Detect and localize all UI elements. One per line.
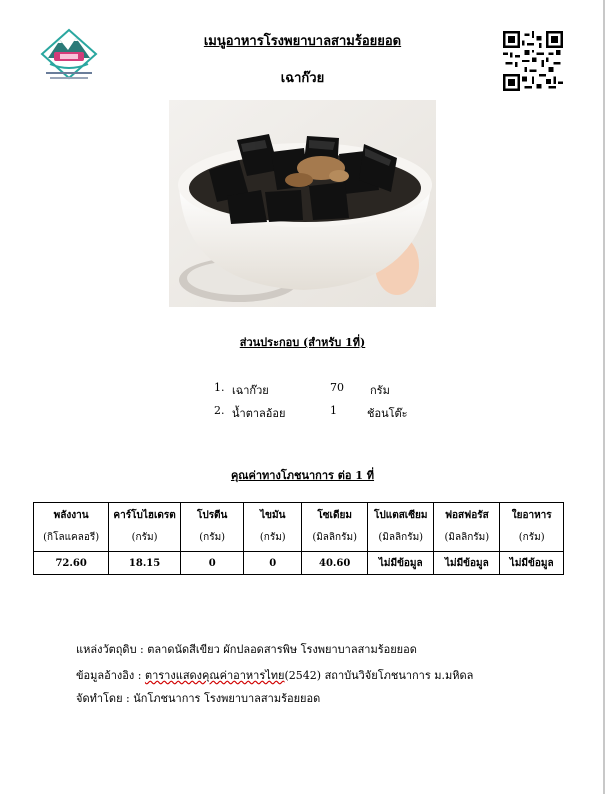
ingredients-heading: ส่วนประกอบ (สำหรับ 1ที่) <box>239 336 366 349</box>
value-energy: 72.60 <box>34 552 109 575</box>
ingredient-qty: 1 <box>330 404 337 417</box>
reference-label: ข้อมูลอ้างอิง : <box>76 669 145 682</box>
ingredient-number: 2. <box>214 404 225 417</box>
value-fiber: ไม่มีข้อมูล <box>500 552 564 575</box>
source-line <box>76 640 417 658</box>
author-value: นักโภชนาการ โรงพยาบาลสามร้อยยอด <box>133 692 321 705</box>
source-value: ตลาดนัดสีเขียว ผักปลอดสารพิษ โรงพยาบาลสามร้อยยอด <box>147 643 417 656</box>
ingredient-unit: กรัม <box>370 384 390 397</box>
value-protein: 0 <box>180 552 244 575</box>
nutrition-table <box>33 502 564 575</box>
value-fat: 0 <box>244 552 302 575</box>
dish-name: เฉาก๊วย <box>280 71 325 86</box>
col-phosphorus: ฟอสฟอรัส (มิลลิกรัม) <box>434 503 500 552</box>
dish-photo <box>169 100 436 307</box>
col-protein: โปรตีน (กรัม) <box>180 503 244 552</box>
value-carbohydrate: 18.15 <box>109 552 181 575</box>
value-potassium: ไม่มีข้อมูล <box>368 552 434 575</box>
ingredient-qty: 70 <box>330 381 344 394</box>
reference-link[interactable]: ตารางแสดงคุณค่าอาหารไทย <box>144 669 285 682</box>
value-sodium: 40.60 <box>302 552 368 575</box>
col-carbohydrate: คาร์โบไฮเดรต (กรัม) <box>109 503 181 552</box>
nutrition-header-row <box>34 503 564 552</box>
col-fat: ไขมัน (กรัม) <box>244 503 302 552</box>
col-sodium: โซเดียม (มิลลิกรัม) <box>302 503 368 552</box>
nutrition-value-row <box>34 552 564 575</box>
document-title: เมนูอาหารโรงพยาบาลสามร้อยยอด <box>203 34 402 49</box>
col-fiber: ใยอาหาร (กรัม) <box>500 503 564 552</box>
ingredient-name: เฉาก๊วย <box>232 384 269 397</box>
ingredient-number: 1. <box>214 381 225 394</box>
value-phosphorus: ไม่มีข้อมูล <box>434 552 500 575</box>
author-label: จัดทำโดย : <box>76 692 134 705</box>
col-potassium: โปแตสเซียม (มิลลิกรัม) <box>368 503 434 552</box>
ingredient-name: น้ำตาลอ้อย <box>232 407 286 420</box>
nutrition-heading: คุณค่าทางโภชนาการ ต่อ 1 ที่ <box>230 469 375 482</box>
reference-rest: (2542) สถาบันวิจัยโภชนาการ ม.มหิดล <box>284 669 474 682</box>
col-energy: พลังงาน (กิโลแคลอรี) <box>34 503 109 552</box>
author-line <box>76 689 320 707</box>
source-label: แหล่งวัตถุดิบ : <box>76 643 148 656</box>
reference-line <box>76 666 473 684</box>
ingredient-unit: ช้อนโต๊ะ <box>367 407 408 420</box>
